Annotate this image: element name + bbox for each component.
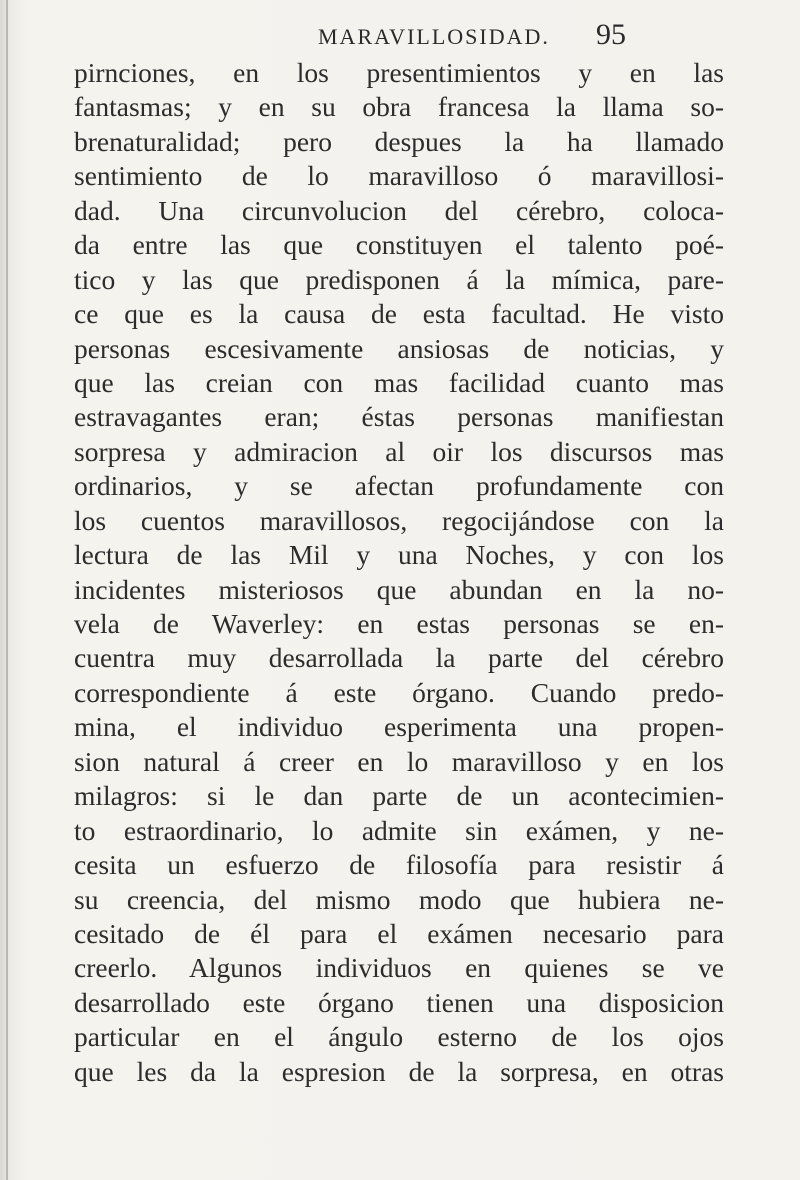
- text-line: los cuentos maravillosos, regocijándose con la: [74, 504, 724, 536]
- text-line: ce que es la causa de esta facultad. He visto: [74, 298, 724, 330]
- text-line: desarrollado este órgano tienen una disposicion: [74, 986, 724, 1018]
- text-line: mina, el individuo esperimenta una propen-: [74, 711, 724, 743]
- text-line: que las creian con mas facilidad cuanto mas: [74, 366, 724, 398]
- text-line: dad. Una circunvolucion del cérebro, coloca-: [74, 194, 724, 226]
- text-line: to estraordinario, lo admite sin exámen, y ne-: [74, 814, 724, 846]
- text-line: personas escesivamente ansiosas de noticias, y: [74, 332, 724, 364]
- text-line: milagros: si le dan parte de un acontecimien-: [74, 780, 724, 812]
- text-line: tico y las que predisponen á la mímica, pare-: [74, 263, 724, 295]
- text-line: particular en el ángulo esterno de los ojos: [74, 1021, 724, 1053]
- text-line: creerlo. Algunos individuos en quienes se ve: [74, 952, 724, 984]
- text-line: que les da la espresion de la sorpresa, en otras: [74, 1055, 724, 1087]
- text-line: estravagantes eran; éstas personas manifiestan: [74, 401, 724, 433]
- text-line: cesita un esfuerzo de filosofía para resistir á: [74, 849, 724, 881]
- body-text: [74, 56, 724, 1089]
- text-line: sentimiento de lo maravilloso ó maravillosi-: [74, 160, 724, 192]
- text-line: incidentes misteriosos que abundan en la no-: [74, 573, 724, 605]
- text-line: sion natural á creer en lo maravilloso y en los: [74, 745, 724, 777]
- text-line: fantasmas; y en su obra francesa la llama so-: [74, 91, 724, 123]
- text-line: su creencia, del mismo modo que hubiera ne-: [74, 883, 724, 915]
- text-line: ordinarios, y se afectan profundamente con: [74, 470, 724, 502]
- text-line: sorpresa y admiracion al oir los discursos mas: [74, 435, 724, 467]
- page-number: 95: [596, 18, 626, 51]
- running-head: MARAVILLOSIDAD.: [318, 24, 550, 49]
- text-line: cuentra muy desarrollada la parte del cérebro: [74, 642, 724, 674]
- page-header: [0, 18, 800, 58]
- text-line: cesitado de él para el exámen necesario para: [74, 917, 724, 949]
- text-line: pirnciones, en los presentimientos y en las: [74, 57, 724, 88]
- page-gutter-edge: [6, 0, 8, 1180]
- text-line: lectura de las Mil y una Noches, y con los: [74, 539, 724, 571]
- text-line: vela de Waverley: en estas personas se en-: [74, 608, 724, 639]
- text-line: brenaturalidad; pero despues la ha llamado: [74, 125, 724, 157]
- text-line: correspondiente á este órgano. Cuando predo-: [74, 676, 724, 708]
- text-line: da entre las que constituyen el talento poé-: [74, 229, 724, 261]
